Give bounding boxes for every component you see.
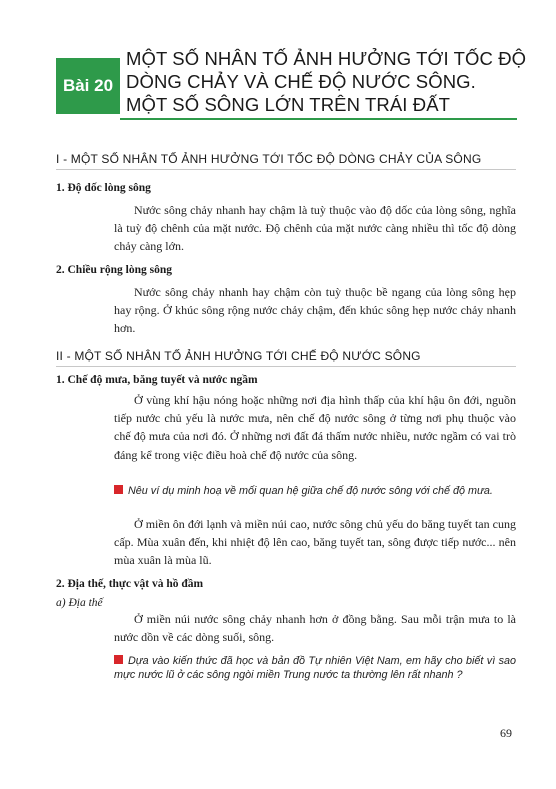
- section-2-sub-2-title: 2. Địa thế, thực vật và hồ đầm: [56, 578, 204, 590]
- section-1-heading: I - MỘT SỐ NHÂN TỐ ẢNH HƯỞNG TỚI TỐC ĐỘ DÒNG CHẢY CỦA SÔNG: [56, 152, 516, 170]
- section-2-sub-1-title: 1. Chế độ mưa, băng tuyết và nước ngầm: [56, 374, 258, 386]
- section-2-sub-2-question: [114, 654, 516, 682]
- section-1-sub-1-title: 1. Độ dốc lòng sông: [56, 182, 151, 194]
- section-2-heading: II - MỘT SỐ NHÂN TỐ ẢNH HƯỞNG TỚI CHẾ ĐỘ NƯỚC SÔNG: [56, 349, 516, 367]
- page-number: 69: [500, 726, 512, 740]
- section-1-sub-2-title: 2. Chiều rộng lòng sông: [56, 264, 172, 276]
- section-2-sub-1-paragraph-1: Ở vùng khí hậu nóng hoặc những nơi địa hình thấp của khí hậu ôn đới, nguồn tiếp nước chủ yếu là nước mưa, nên chế độ nước sông ở từng nơi phụ thuộc vào chế độ mưa của nơi đó. Ở những nơi đất đá thấm nước nhiều, nước ngầm có vai trò đáng kể trong việc điều hoà chế độ nước của sông.: [114, 393, 516, 462]
- section-2-sub-1-question: [114, 484, 516, 498]
- section-2-sub-1-question-text: Nêu ví dụ minh hoạ về mối quan hệ giữa chế độ nước sông với chế độ mưa.: [128, 485, 493, 497]
- section-2-sub-2-question-text: Dựa vào kiến thức đã học và bản đồ Tự nhiên Việt Nam, em hãy cho biết vì sao mực nước lũ ở các sông ngòi miền Trung nước ta thường lên rất nhanh ?: [114, 655, 516, 681]
- question-marker-icon: [114, 655, 123, 664]
- section-1-sub-1-paragraph: Nước sông chảy nhanh hay chậm là tuỳ thuộc vào độ dốc của lòng sông, nghĩa là tuỳ độ chênh của mặt nước. Độ chênh của mặt nước càng nhiều thì tốc độ dòng chảy càng lớn.: [114, 203, 516, 254]
- lesson-title-line-3: MỘT SỐ SÔNG LỚN TRÊN TRÁI ĐẤT: [126, 94, 451, 115]
- lesson-title: [120, 46, 527, 120]
- lesson-title-line-1: MỘT SỐ NHÂN TỐ ẢNH HƯỞNG TỚI TỐC ĐỘ: [126, 48, 527, 69]
- lesson-header: [56, 46, 527, 120]
- section-2-sub-2-subtitle: a) Địa thế: [56, 597, 103, 609]
- question-marker-icon: [114, 485, 123, 494]
- section-1-sub-2-paragraph: Nước sông chảy nhanh hay chậm còn tuỳ thuộc bề ngang của lòng sông hẹp hay rộng. Ở khúc sông rộng nước chảy chậm, đến khúc sông hẹp nước chảy nhanh hơn.: [114, 285, 516, 336]
- section-2-sub-1-paragraph-2: Ở miền ôn đới lạnh và miền núi cao, nước sông chủ yếu do băng tuyết tan cung cấp. Mùa xuân đến, khi nhiệt độ lên cao, băng tuyết tan, sông được tiếp nước... nên mùa xuân là mùa lũ.: [114, 517, 516, 568]
- section-2-sub-2-paragraph: Ở miền núi nước sông chảy nhanh hơn ở đồng bằng. Sau mỗi trận mưa to là nước dồn về các dòng suối, sông.: [114, 612, 516, 645]
- lesson-badge: Bài 20: [56, 58, 120, 114]
- lesson-title-line-2: DÒNG CHẢY VÀ CHẾ ĐỘ NƯỚC SÔNG.: [126, 71, 476, 92]
